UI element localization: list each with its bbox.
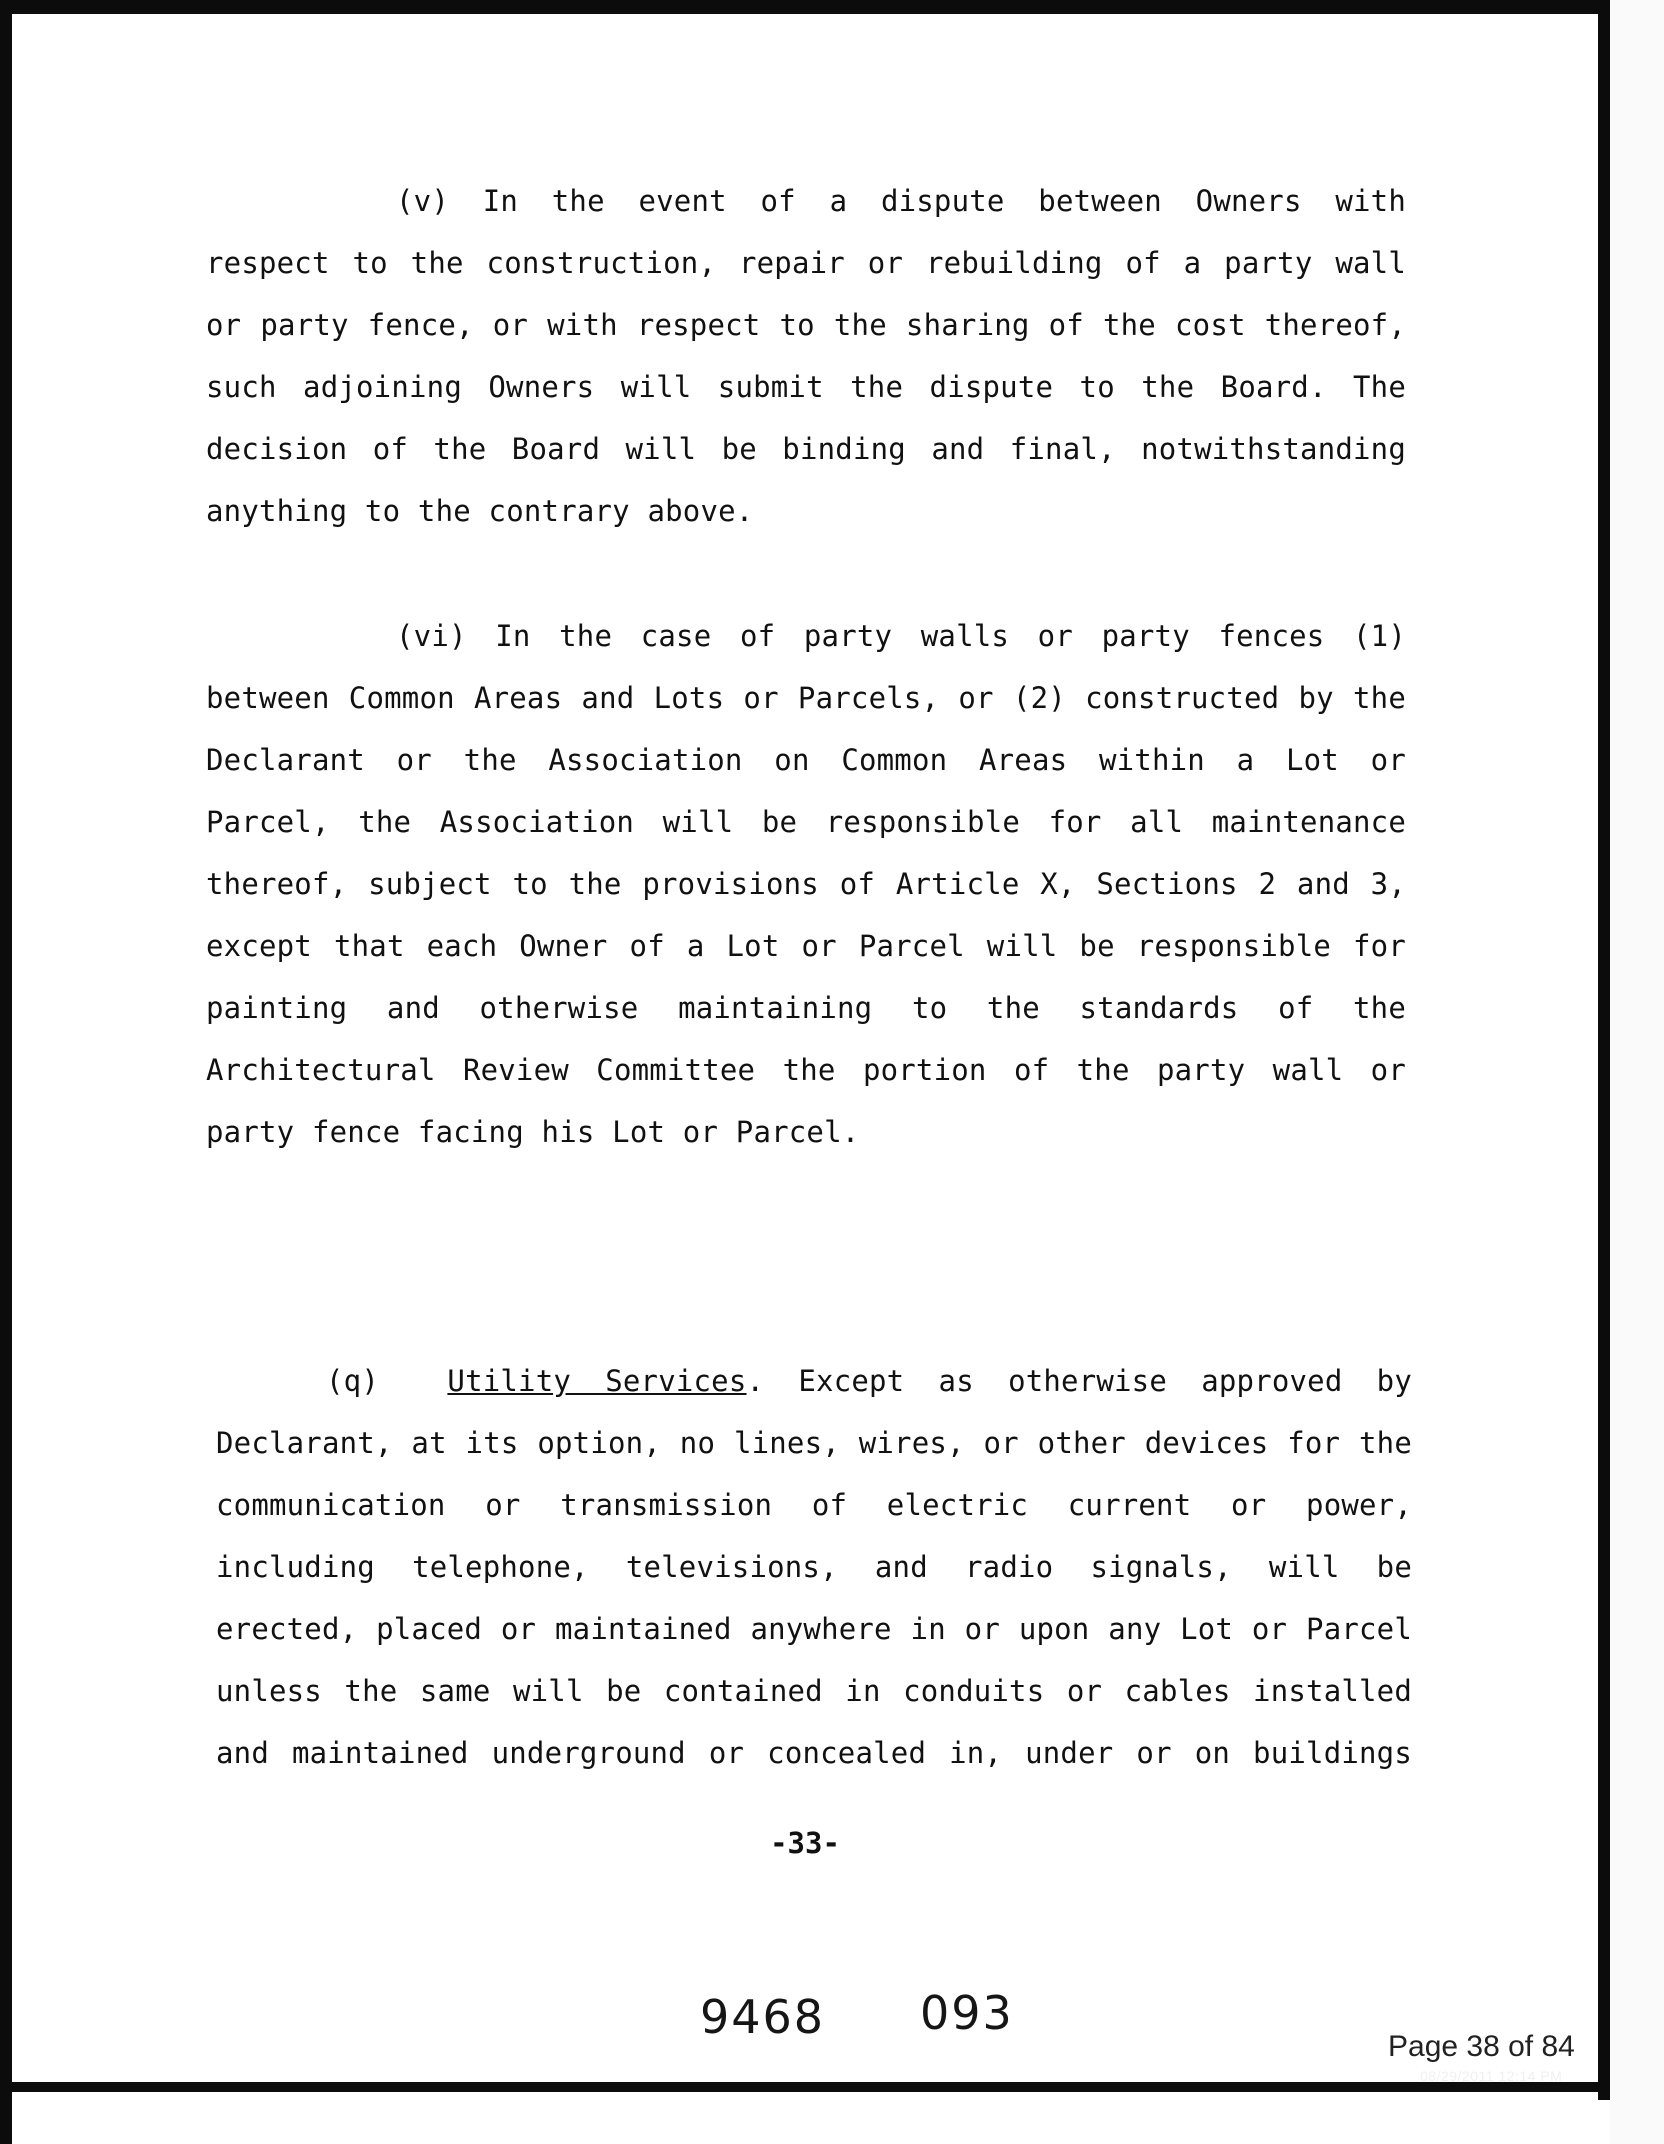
paragraph-vi (206, 605, 1406, 1163)
paragraph-line: (vi) In the case of party walls or party fences (1) (396, 619, 1406, 653)
scan-margin-right (1610, 0, 1664, 2144)
paragraph-line: Parcel, the Association will be responsible for all maintenance (206, 805, 1406, 839)
page-number: -33- (770, 1826, 840, 1860)
scan-border-top (0, 0, 1610, 14)
scan-border-right (1598, 0, 1610, 2100)
page-of-indicator: Page 38 of 84 (1388, 2030, 1575, 2063)
paragraph-line: between Common Areas and Lots or Parcels, or (2) constructed by the (206, 681, 1406, 715)
recording-page-number: 093 (920, 1986, 1014, 2040)
section-q-utility-services (216, 1350, 1412, 1784)
scan-border-bottom (0, 2082, 1610, 2092)
paragraph-line: respect to the construction, repair or rebuilding of a party wall (206, 246, 1406, 280)
paragraph-line: (v) In the event of a dispute between Owners with (396, 184, 1406, 218)
paragraph-line: and maintained underground or concealed in, under or on buildings (216, 1736, 1412, 1770)
scan-timestamp: 08/29/2011 12:14 PM (1420, 2068, 1563, 2084)
paragraph-line: party fence facing his Lot or Parcel. (206, 1115, 860, 1149)
section-q-heading: Utility Services (447, 1364, 747, 1398)
paragraph-line: unless the same will be contained in conduits or cables installed (216, 1674, 1412, 1708)
scan-border-left (0, 0, 12, 2144)
paragraph-line: Declarant, at its option, no lines, wires, or other devices for the (216, 1426, 1412, 1460)
paragraph-line: communication or transmission of electric current or power, (216, 1488, 1412, 1522)
recording-book-number: 9468 (700, 1990, 826, 2044)
paragraph-line: including telephone, televisions, and radio signals, will be (216, 1550, 1412, 1584)
paragraph-line: except that each Owner of a Lot or Parcel will be responsible for (206, 929, 1406, 963)
paragraph-line: Architectural Review Committee the portion of the party wall or (206, 1053, 1406, 1087)
paragraph-line: anything to the contrary above. (206, 494, 754, 528)
paragraph-v (206, 170, 1406, 542)
paragraph-line: thereof, subject to the provisions of Article X, Sections 2 and 3, (206, 867, 1406, 901)
paragraph-line: such adjoining Owners will submit the dispute to the Board. The (206, 370, 1406, 404)
paragraph-line: erected, placed or maintained anywhere in or upon any Lot or Parcel (216, 1612, 1412, 1646)
section-q-first-line: . Except as otherwise approved by (746, 1364, 1413, 1398)
section-q-marker: (q) (326, 1364, 379, 1398)
paragraph-line: Declarant or the Association on Common Areas within a Lot or (206, 743, 1406, 777)
paragraph-line: painting and otherwise maintaining to the standards of the (206, 991, 1406, 1025)
paragraph-line: or party fence, or with respect to the sharing of the cost thereof, (206, 308, 1406, 342)
section-q-heading-line (216, 1350, 1412, 1412)
paragraph-line: decision of the Board will be binding and final, notwithstanding (206, 432, 1406, 466)
